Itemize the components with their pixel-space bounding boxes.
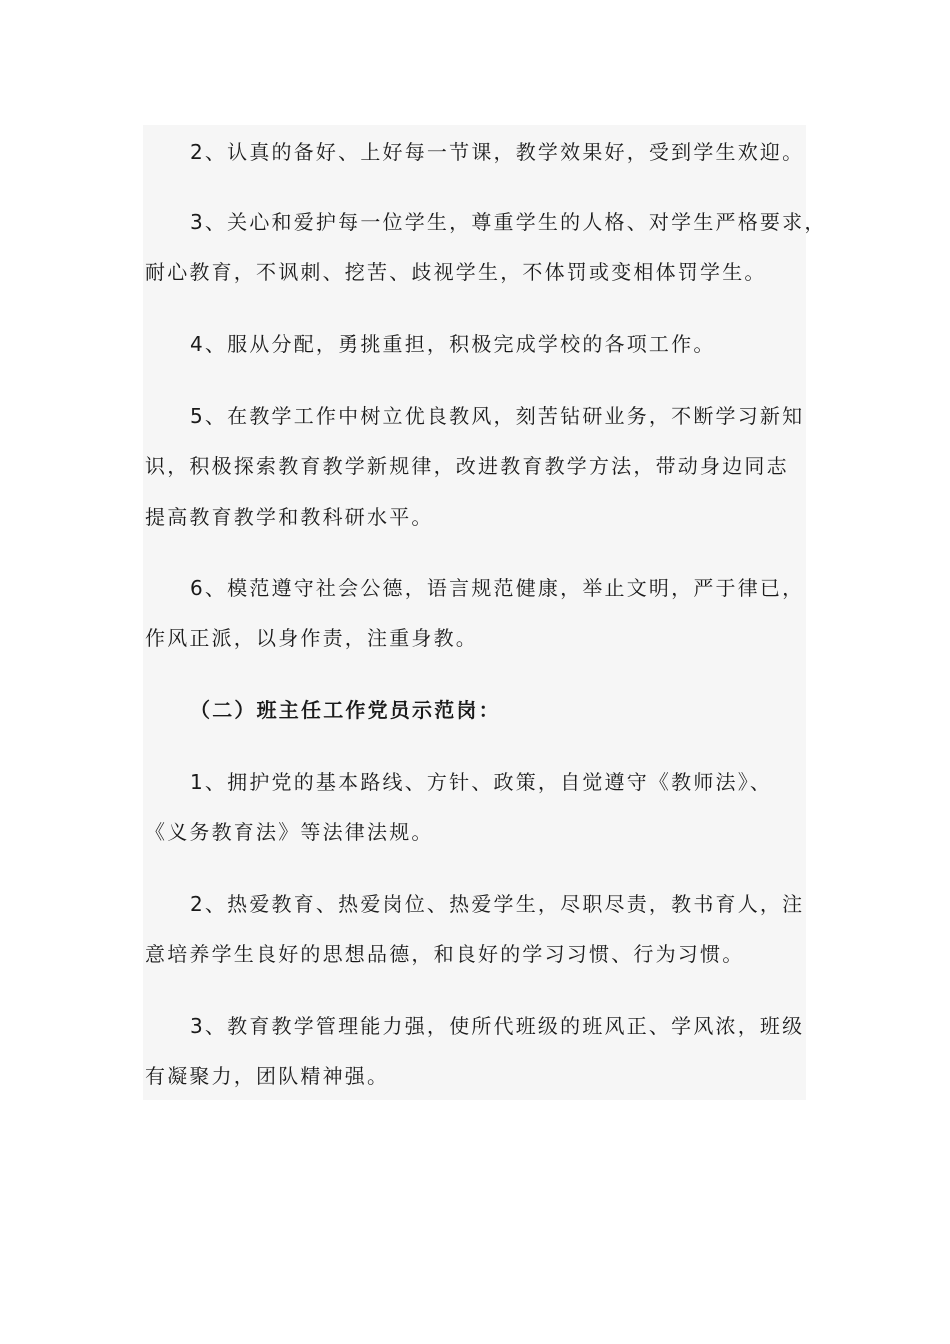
teacher-item-4: 4、服从分配，勇挑重担，积极完成学校的各项工作。 — [190, 332, 716, 356]
teacher-item-3-line-2: 耐心教育，不讽刺、挖苦、歧视学生，不体罚或变相体罚学生。 — [145, 260, 767, 284]
head-teacher-item-1-line-2: 《义务教育法》等法律法规。 — [145, 820, 434, 844]
teacher-item-5-line-1: 5、在教学工作中树立优良教风，刻苦钻研业务，不断学习新知 — [190, 404, 805, 428]
head-teacher-item-2-line-2: 意培养学生良好的思想品德，和良好的学习习惯、行为习惯。 — [145, 942, 745, 966]
teacher-item-2: 2、认真的备好、上好每一节课，教学效果好，受到学生欢迎。 — [190, 140, 805, 164]
teacher-item-3-line-1: 3、关心和爱护每一位学生，尊重学生的人格、对学生严格要求， — [190, 210, 827, 234]
teacher-item-5-line-2: 识，积极探索教育教学新规律，改进教育教学方法，带动身边同志 — [145, 454, 789, 478]
teacher-item-5-line-3: 提高教育教学和教科研水平。 — [145, 505, 434, 529]
section-heading-head-teacher: （二）班主任工作党员示范岗： — [190, 698, 501, 722]
head-teacher-item-3-line-1: 3、教育教学管理能力强，使所代班级的班风正、学风浓，班级 — [190, 1014, 805, 1038]
teacher-item-6-line-1: 6、模范遵守社会公德，语言规范健康，举止文明，严于律已， — [190, 576, 805, 600]
teacher-item-6-line-2: 作风正派，以身作责，注重身教。 — [145, 626, 478, 650]
head-teacher-item-2-line-1: 2、热爱教育、热爱岗位、热爱学生，尽职尽责，教书育人，注 — [190, 892, 805, 916]
head-teacher-item-1-line-1: 1、拥护党的基本路线、方针、政策，自觉遵守《教师法》、 — [190, 770, 773, 794]
head-teacher-item-3-line-2: 有凝聚力，团队精神强。 — [145, 1064, 390, 1088]
